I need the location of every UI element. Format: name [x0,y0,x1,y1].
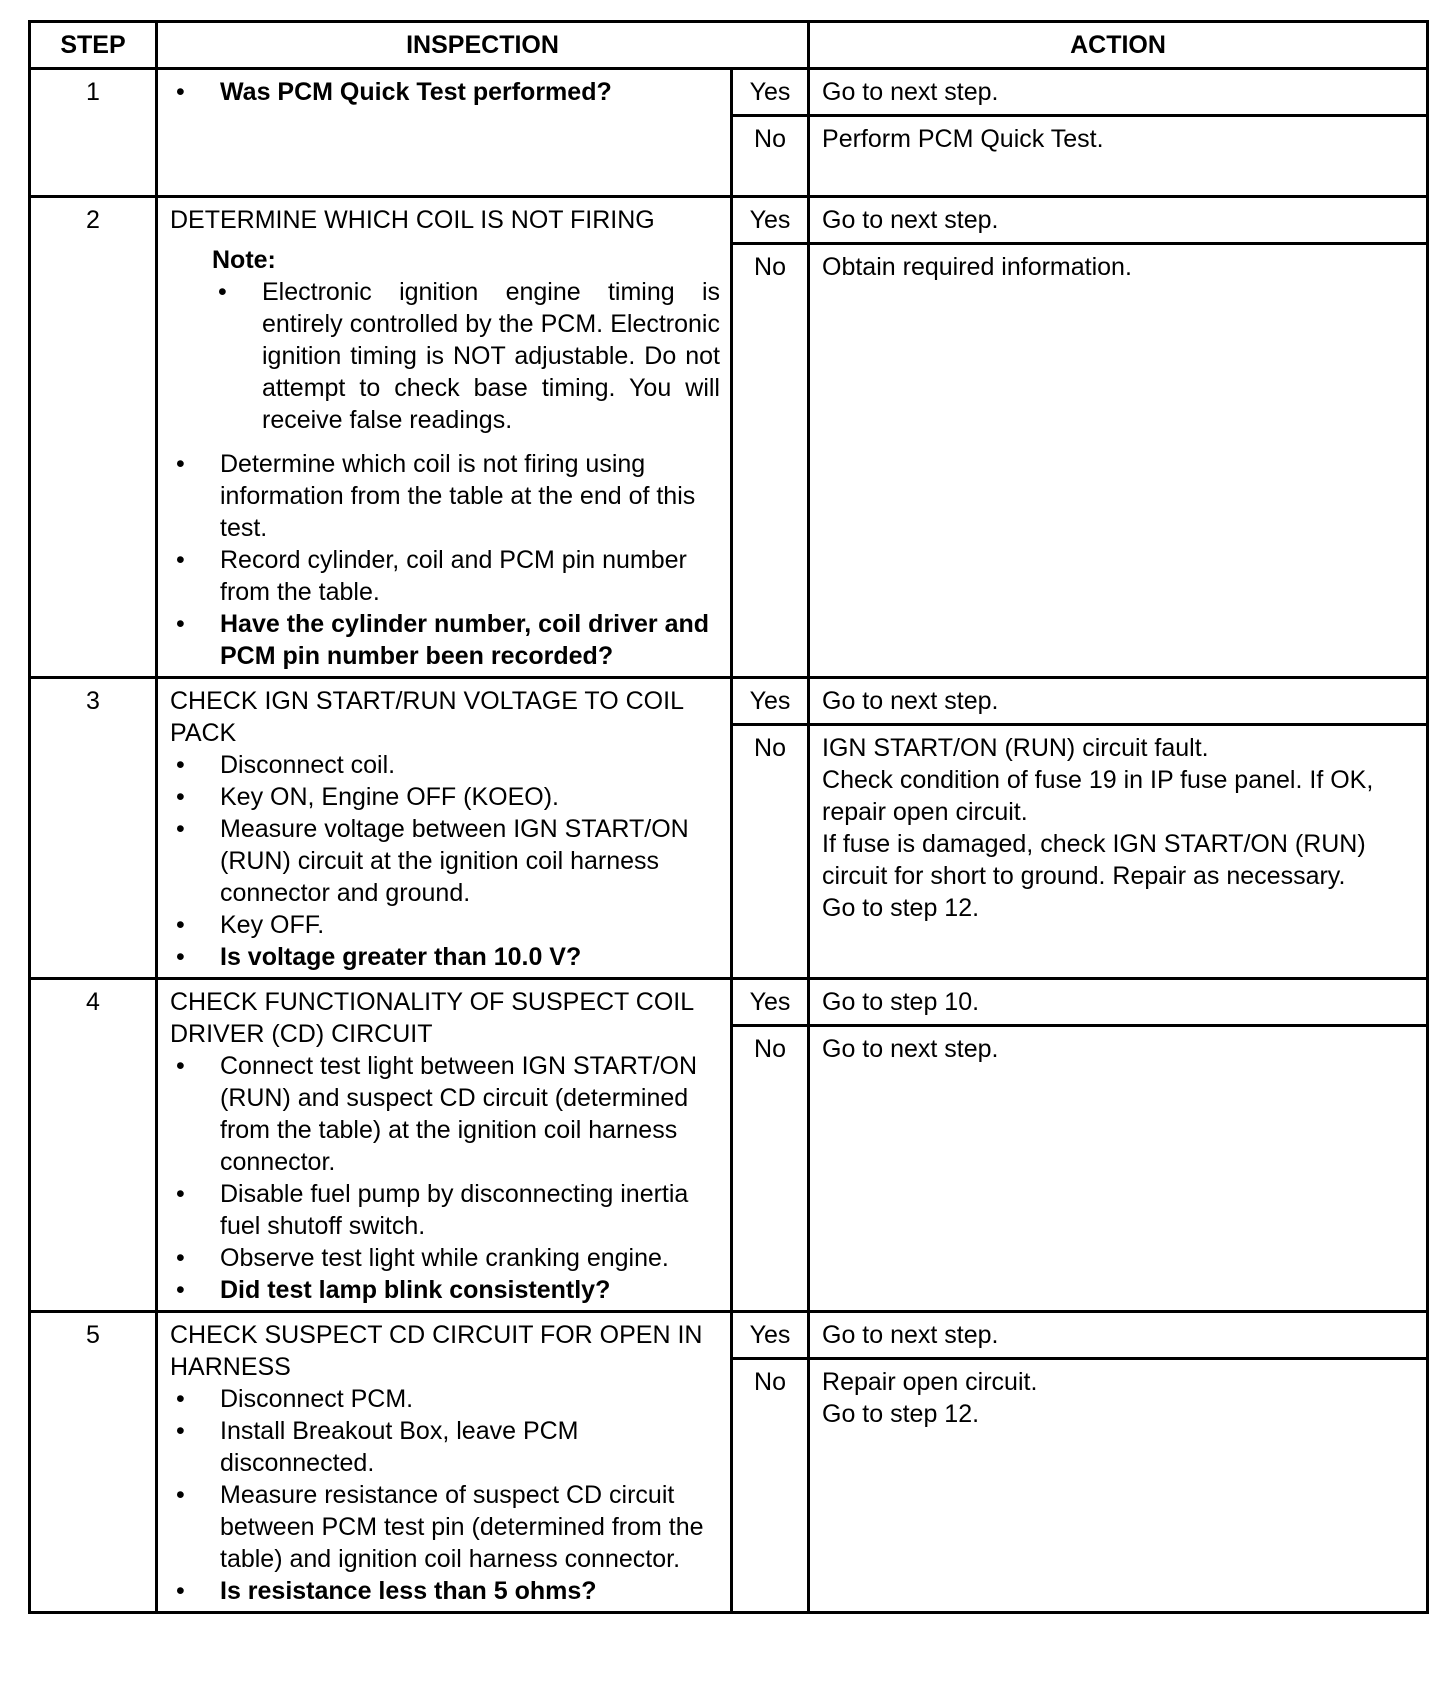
step-number: 5 [30,1312,157,1613]
inspection-cell [157,197,732,678]
header-action: ACTION [809,22,1428,69]
bullet-icon: • [176,1417,185,1445]
action-line: Check condition of fuse 19 in IP fuse panel. If OK, repair open circuit. [822,766,1374,826]
bullet-text: Key OFF. [220,911,325,939]
action-line: IGN START/ON (RUN) circuit fault. [822,734,1209,762]
yes-label: Yes [732,678,809,725]
bullet-icon: • [176,78,185,106]
no-label: No [732,244,809,678]
action-line: Obtain required information. [822,253,1132,281]
action-line: Go to step 12. [822,1400,980,1428]
bullet-text: Disable fuel pump by disconnecting inertia fuel shutoff switch. [220,1180,689,1240]
bullet-icon: • [176,1577,185,1605]
bullet-text: Have the cylinder number, coil driver and PCM pin number been recorded? [220,610,710,670]
bullet-icon: • [176,1244,185,1272]
bullet-text: Key ON, Engine OFF (KOEO). [220,783,559,811]
action-line: Go to next step. [822,1035,999,1063]
yes-label: Yes [732,1312,809,1359]
bullet-text: Disconnect coil. [220,751,396,779]
step-intro: DETERMINE WHICH COIL IS NOT FIRING [170,206,655,234]
no-label: No [732,1026,809,1312]
bullet-icon: • [176,450,185,478]
yes-label: Yes [732,979,809,1026]
inspection-cell [157,69,732,197]
header-step: STEP [30,22,157,69]
bullet-item [170,1575,720,1607]
bullet-icon: • [176,1052,185,1080]
no-action [809,116,1428,197]
yes-action [809,69,1428,116]
bullet-text: Measure voltage between IGN START/ON (RUN) circuit at the ignition coil harness connector and ground. [220,815,689,907]
bullet-item [170,813,720,909]
inspection-cell [157,979,732,1312]
yes-action [809,678,1428,725]
step-row-yes [30,979,1428,1026]
bullet-text: Electronic ignition engine timing is entirely controlled by the PCM. Electronic ignition timing is NOT adjustable. Do not attempt to check base timing. You will receive false readings. [262,278,720,434]
bullet-icon: • [218,278,227,306]
yes-action [809,1312,1428,1359]
bullet-icon: • [176,1276,185,1304]
bullet-item [170,544,720,608]
bullet-icon: • [176,610,185,638]
bullet-text: Install Breakout Box, leave PCM disconnected. [220,1417,579,1477]
bullet-icon: • [176,911,185,939]
yes-action [809,979,1428,1026]
step-intro: CHECK FUNCTIONALITY OF SUSPECT COIL DRIVER (CD) CIRCUIT [170,988,694,1048]
action-line: Repair open circuit. [822,1368,1038,1396]
no-label: No [732,116,809,197]
step-number: 1 [30,69,157,197]
bullet-text: Was PCM Quick Test performed? [220,78,612,106]
yes-label: Yes [732,197,809,244]
header-row [30,22,1428,69]
bullet-icon: • [176,943,185,971]
diagnostic-table [28,20,1429,1614]
no-label: No [732,1359,809,1613]
bullet-item [170,941,720,973]
bullet-text: Connect test light between IGN START/ON (RUN) and suspect CD circuit (determined from the table) at the ignition coil harness connector. [220,1052,698,1176]
step-row-yes [30,678,1428,725]
step-intro: CHECK IGN START/RUN VOLTAGE TO COIL PACK [170,687,684,747]
bullet-icon: • [176,815,185,843]
no-action [809,1026,1428,1312]
no-label: No [732,725,809,979]
bullet-icon: • [176,751,185,779]
action-line: Go to next step. [822,1321,999,1349]
step-row-yes [30,197,1428,244]
bullet-item [170,1383,720,1415]
action-line: Go to next step. [822,78,999,106]
bullet-icon: • [176,546,185,574]
action-line: Go to step 10. [822,988,980,1016]
bullet-item [170,1050,720,1178]
action-line: Perform PCM Quick Test. [822,125,1104,153]
no-action [809,1359,1428,1613]
bullet-item [170,448,720,544]
yes-action [809,197,1428,244]
action-line: Go to next step. [822,206,999,234]
bullet-item [170,1274,720,1306]
note-title: Note: [212,246,276,274]
bullet-item [170,76,720,108]
bullet-icon: • [176,1481,185,1509]
step-number: 2 [30,197,157,678]
note-bullet [212,276,720,436]
step-row-yes [30,69,1428,116]
no-action [809,725,1428,979]
inspection-cell [157,678,732,979]
bullet-item [170,1415,720,1479]
no-action [809,244,1428,678]
bullet-item [170,749,720,781]
step-number: 3 [30,678,157,979]
inspection-cell [157,1312,732,1613]
step-number: 4 [30,979,157,1312]
bullet-text: Record cylinder, coil and PCM pin number from the table. [220,546,687,606]
action-line: If fuse is damaged, check IGN START/ON (RUN) circuit for short to ground. Repair as necessary. [822,830,1366,890]
bullet-item [170,1178,720,1242]
step-row-yes [30,1312,1428,1359]
bullet-icon: • [176,1385,185,1413]
bullet-item [170,1242,720,1274]
bullet-text: Disconnect PCM. [220,1385,414,1413]
action-line: Go to step 12. [822,894,980,922]
bullet-item [170,781,720,813]
bullet-text: Did test lamp blink consistently? [220,1276,611,1304]
bullet-text: Is resistance less than 5 ohms? [220,1577,597,1605]
yes-label: Yes [732,69,809,116]
bullet-icon: • [176,1180,185,1208]
diagnostic-table-wrap [28,20,1426,1614]
bullet-icon: • [176,783,185,811]
bullet-item [170,1479,720,1575]
header-inspection: INSPECTION [157,22,809,69]
bullet-item [170,608,720,672]
step-intro: CHECK SUSPECT CD CIRCUIT FOR OPEN IN HARNESS [170,1321,703,1381]
bullet-text: Is voltage greater than 10.0 V? [220,943,582,971]
bullet-text: Measure resistance of suspect CD circuit between PCM test pin (determined from the table) and ignition coil harness connector. [220,1481,704,1573]
bullet-text: Observe test light while cranking engine. [220,1244,669,1272]
bullet-item [170,909,720,941]
bullet-text: Determine which coil is not firing using information from the table at the end of this test. [220,450,696,542]
action-line: Go to next step. [822,687,999,715]
